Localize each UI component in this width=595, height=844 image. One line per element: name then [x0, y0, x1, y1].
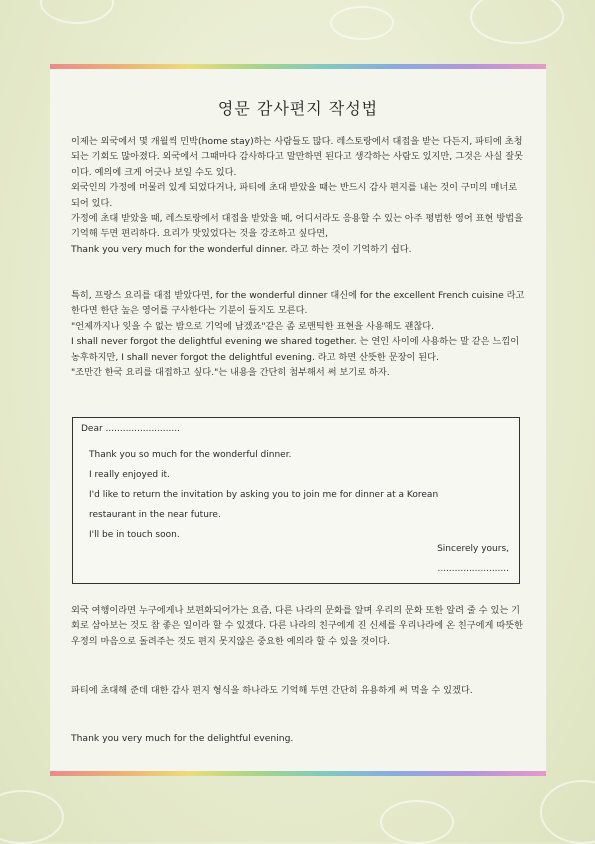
section-culture	[71, 603, 526, 649]
paragraph: 외국 여행이라면 누구에게나 보편화되어가는 요즘, 다른 나라의 문화를 알며 우리의 문화 또한 알려 줄 수 있는 기회로 삼아보는 것도 참 좋은 일이라 할 수 있겠다. 다른 나라의 친구에게 진 신세를 우리나라에 온 친구에게 따뜻한 우정의 마음으로 돌려주는 것도 편지 못지않은 중요한 예의라 할 수 있을 것이다.	[71, 605, 523, 647]
paragraph: 파티에 초대해 준데 대한 감사 편지 형식을 하나라도 기억해 두면 간단히 유용하게 써 먹을 수 있겠다.	[71, 685, 473, 696]
letter-line: I really enjoyed it.	[89, 470, 170, 480]
paragraph: Thank you very much for the delightful evening.	[71, 733, 294, 744]
letter-line: Thank you so much for the wonderful dinner.	[89, 450, 292, 460]
background-swirl	[380, 800, 454, 844]
document-page	[50, 64, 546, 776]
letter-greeting: Dear ..........................	[81, 424, 180, 434]
paragraph: Thank you very much for the wonderful dinner. 라고 하는 것이 기억하기 쉽다.	[71, 243, 412, 255]
rainbow-bottom-border	[50, 771, 546, 776]
section-summary	[71, 683, 526, 698]
letter-closing-text: Sincerely yours,	[437, 544, 509, 554]
section-closing-phrase	[71, 731, 526, 746]
paragraph: I shall never forgot the delightful evening we shared together. 는 연인 사이에 사용하는 말 같은 느낌이 농후하지만, I shall never forgot the delightful evening. 라고 하면 산뜻한 문장이 된다.	[71, 336, 520, 363]
section-intro	[71, 134, 526, 257]
page-title: 영문 감사편지 작성법	[217, 99, 379, 118]
letter-signature: .........................	[437, 564, 509, 574]
letter-line: restaurant in the near future.	[89, 510, 221, 520]
letter-body	[89, 445, 509, 545]
paragraph: "언제까지나 잊을 수 없는 밤으로 기억에 남겠죠"같은 좀 로맨틱한 표현을 사용해도 괜찮다.	[71, 320, 435, 332]
paragraph: "조만간 한국 요리를 대접하고 싶다."는 내용을 간단히 첨부해서 써 보기로 하자.	[71, 367, 390, 379]
letter-line: I'll be in touch soon.	[89, 530, 180, 540]
paragraph: 가정에 초대 받았을 때, 레스토랑에서 대접을 받았을 때, 어디서라도 응용할 수 있는 아주 평범한 영어 표현 방법을 기억해 두면 편리하다. 요리가 맛있었다는 것을 강조하고 싶다면,	[71, 213, 523, 240]
background-swirl	[0, 790, 64, 844]
background-swirl	[470, 0, 564, 44]
background-swirl	[330, 6, 394, 40]
rainbow-top-border	[50, 64, 546, 69]
paragraph: 특히, 프랑스 요리를 대접 받았다면, for the wonderful dinner 대신에 for the excellent French cuisine 라고 한다면 한단 높은 영어를 구사한다는 기분이 들지도 모른다.	[71, 290, 525, 317]
letter-line: I'd like to return the invitation by asking you to join me for dinner at a Korean	[89, 490, 439, 500]
letter-closing	[437, 539, 509, 579]
sample-letter-box	[72, 417, 520, 584]
background-swirl	[40, 0, 114, 24]
paragraph: 외국인의 가정에 머물러 있게 되었다거나, 파티에 초대 받았을 때는 반드시 감사 편지를 내는 것이 구미의 매너로 되어 있다.	[71, 182, 518, 209]
background-swirl	[540, 780, 595, 844]
paragraph: 이제는 외국에서 몇 개월씩 민박(home stay)하는 사람들도 많다. 레스토랑에서 대접을 받는 다든지, 파티에 초청되는 기회도 많아졌다. 외국에서 그때마다 감사하다고 말만하면 된다고 생각하는 사람도 있지만, 그것은 사실 잘못이다. 예의에 크게 어긋나 보일 수도 있다.	[71, 136, 524, 178]
section-expressions	[71, 288, 526, 380]
